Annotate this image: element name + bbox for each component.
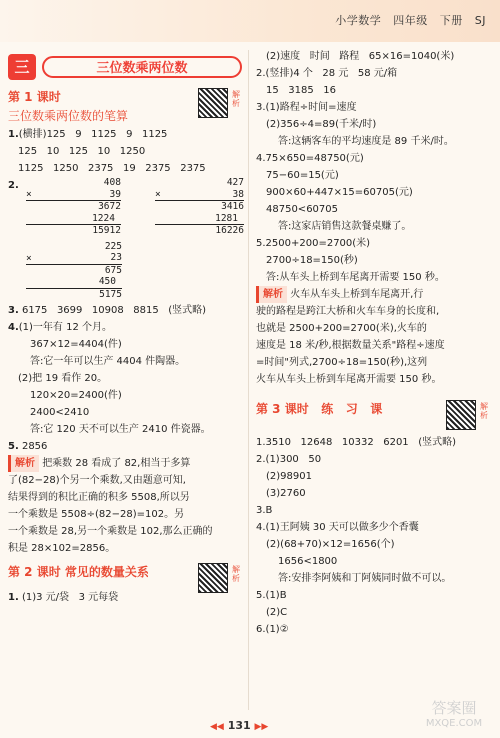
calc-a-partial1: 3672 [98,201,121,212]
q5-text: 2856 [21,441,48,452]
left-explanation-line3: 结果得到的积比正确的积多 5508,所以另 [8,492,190,503]
r3-line9: 答:安排李阿姨和丁阿姨同时做不可以。 [278,573,452,584]
r3-line1: 1.3510 12648 10332 6201 (竖式略) [256,437,457,448]
calc-c-partial2: 450 [26,276,122,289]
q1-line3: 1125 1250 2375 19 2375 2375 [18,163,206,174]
left-column [8,54,244,606]
r3-line11: (2)C [266,607,288,618]
l2q1-number: 1. [8,592,19,603]
left-explanation-line2: 了(82−28)个另一个乘数,又由题意可知, [8,475,186,486]
q4-line4: (2)把 19 看作 20。 [18,373,108,384]
q3-line [8,302,244,319]
r-line1: (2)速度 时间 路程 65×16=1040(米) [266,51,455,62]
right-explanation-line6: 火车从车头上桥到车尾离开需要 150 秒。 [256,374,442,385]
q4-number: 4. [8,322,19,333]
calc-b-bottom: 38 [155,189,244,202]
r3-line4: (3)2760 [266,488,306,499]
r3-line7: (2)(68+70)×12=1656(个) [266,539,395,550]
header-info [327,12,486,28]
r3-line8: 1656<1800 [278,556,338,567]
vertical-calc-a [26,177,121,237]
r3-line6: 4.(1)王阿姨 30 天可以做多少个香囊 [256,522,419,533]
times-icon: × [154,189,161,200]
r-line4: 3.(1)路程÷时间=速度 [256,102,357,113]
watermark-line2: MXQE.COM [425,718,483,729]
column-divider [248,50,249,710]
calc-a-top: 408 [103,177,121,188]
left-explanation-line4: 一个乘数是 5508÷(82−28)=102。另 [8,509,185,520]
lesson-2-subtitle: 常见的数量关系 [64,565,149,579]
q2-vertical-row-2 [8,241,244,301]
prev-arrow-icon[interactable]: ◀◀ [210,722,224,732]
r-line2: 2.(竖排)4 个 28 元 58 元/箱 [256,68,398,79]
q4-line5: 120×20=2400(件) [30,390,122,401]
unit-badge: 三 [8,54,36,80]
calc-a-result: 15912 [92,225,121,236]
qr-code-icon[interactable] [446,400,476,430]
q3-text: 6175 3699 10908 8815 (竖式略) [21,305,207,316]
explanation-tag: 解析 [256,286,287,303]
q3-number: 3. [8,305,19,316]
r-line9: 900×60+447×15=60705(元) [266,187,413,198]
q4-line6: 2400<2410 [30,407,90,418]
right-explanation-line3: 也就是 2500+200=2700(米),火车的 [256,323,427,334]
q5-number: 5. [8,441,19,452]
q2-number: 2. [8,180,19,191]
q4-line2: 367×12=4404(件) [30,339,122,350]
l2q1-text: (1)3 元/袋 3 元每袋 [21,592,119,603]
lesson-2-heading [8,563,244,589]
r-line11: 答:这家店销售这款餐桌赚了。 [278,221,412,232]
q4-line7: 答:它 120 天不可以生产 2410 件瓷器。 [30,424,211,435]
q4-line3: 答:它一年可以生产 4404 件陶器。 [30,356,186,367]
left-explanation-line5: 一个乘数是 28,另一个乘数是 102,那么正确的 [8,526,213,537]
header-term: 下册 [439,14,463,27]
header-grade: 四年级 [393,14,428,27]
vertical-calc-b [155,177,244,237]
left-explanation-line6: 积是 28×102=2856。 [8,543,116,554]
header-subject: 小学数学 [335,14,382,27]
right-explanation-line4: 速度是 18 米/秒,根据数量关系"路程÷速度 [256,340,445,351]
right-explanation-line2: 驶的路程是跨江大桥和火车车身的长度和, [256,306,440,317]
right-explanation-line1 [256,286,492,303]
unit-name: 三位数乘两位数 [42,56,242,78]
r3-line12: 6.(1)② [256,624,289,635]
q1-line1 [8,126,244,143]
q1-text1: (横排)125 9 1125 9 1125 [18,129,168,140]
q2-vertical-row-1 [8,177,244,237]
calc-b-top: 427 [226,177,244,188]
calc-a-bottom: 39 [26,189,121,202]
lesson-1-title: 第 1 课时 [8,90,61,104]
r3-line10: 5.(1)B [256,590,287,601]
calc-b-partial2: 1281 [155,213,244,226]
r-line14: 答:从车头上桥到车尾离开需要 150 秒。 [266,272,445,283]
calc-c-bottom: 23 [26,252,122,265]
r-line6: 答:这辆客车的平均速度是 89 千米/时。 [278,136,454,147]
q5-line [8,438,244,455]
left-explanation-text1: 把乘数 28 看成了 82,相当于多算 [42,458,191,469]
r-line13: 2700÷18=150(秒) [266,255,358,266]
left-explanation-line1 [8,455,244,472]
watermark-line1: 答案圈 [431,699,477,717]
times-icon: × [26,189,32,200]
right-explanation-line5: =时间"列式,2700÷18=150(秒),这列 [256,357,428,368]
qr-code-icon[interactable] [198,563,228,593]
calc-c-top: 225 [104,240,122,252]
r3-line3: (2)98901 [266,471,312,482]
r-line5: (2)356÷4=89(千米/时) [266,119,377,130]
r-line12: 5.2500+200=2700(米) [256,238,371,249]
r-line7: 4.75×650=48750(元) [256,153,364,164]
lesson-3-title: 第 3 课时 练 习 课 [256,402,383,416]
r-line10: 48750<60705 [266,204,339,215]
right-explanation [256,286,492,388]
page-number-text: 131 [227,719,251,732]
lesson-1-heading [8,88,244,126]
page-number [210,719,268,732]
left-explanation [8,455,244,557]
q4-line1 [8,319,244,336]
watermark [414,700,494,736]
lesson-2-title-text: 第 2 课时 [8,565,61,579]
r-line3: 15 3185 16 [266,85,336,96]
q1-line2: 125 10 125 10 1250 [18,146,146,157]
r3-line5: 3.B [256,505,273,516]
times-icon: × [26,252,32,264]
q1-number: 1. [8,129,19,140]
qr-label: 解析 [232,565,240,583]
r-line8: 75−60=15(元) [266,170,339,181]
calc-b-partial1: 3416 [221,201,244,212]
right-column [256,48,492,638]
qr-code-icon[interactable] [198,88,228,118]
next-arrow-icon[interactable]: ▶▶ [254,722,269,732]
header-edition: SJ [474,14,486,27]
lesson-1-subtitle: 三位数乘两位数的笔算 [8,109,129,123]
calc-a-partial2: 1224 [26,213,121,226]
calc-c-partial1: 675 [104,264,122,276]
r3-line2: 2.(1)300 50 [256,454,322,465]
qr-label: 解析 [232,90,240,108]
calc-c-result: 5175 [99,288,122,300]
lesson-3-heading [256,400,492,434]
unit-title [8,54,244,82]
qr-label: 解析 [480,402,488,420]
calc-b-result: 16226 [215,225,244,236]
q4-text1: (1)一年有 12 个月。 [18,322,113,333]
right-explanation-text1: 火车从车头上桥到车尾离开,行 [290,289,424,300]
explanation-tag: 解析 [8,455,39,472]
vertical-calc-c [26,241,122,301]
